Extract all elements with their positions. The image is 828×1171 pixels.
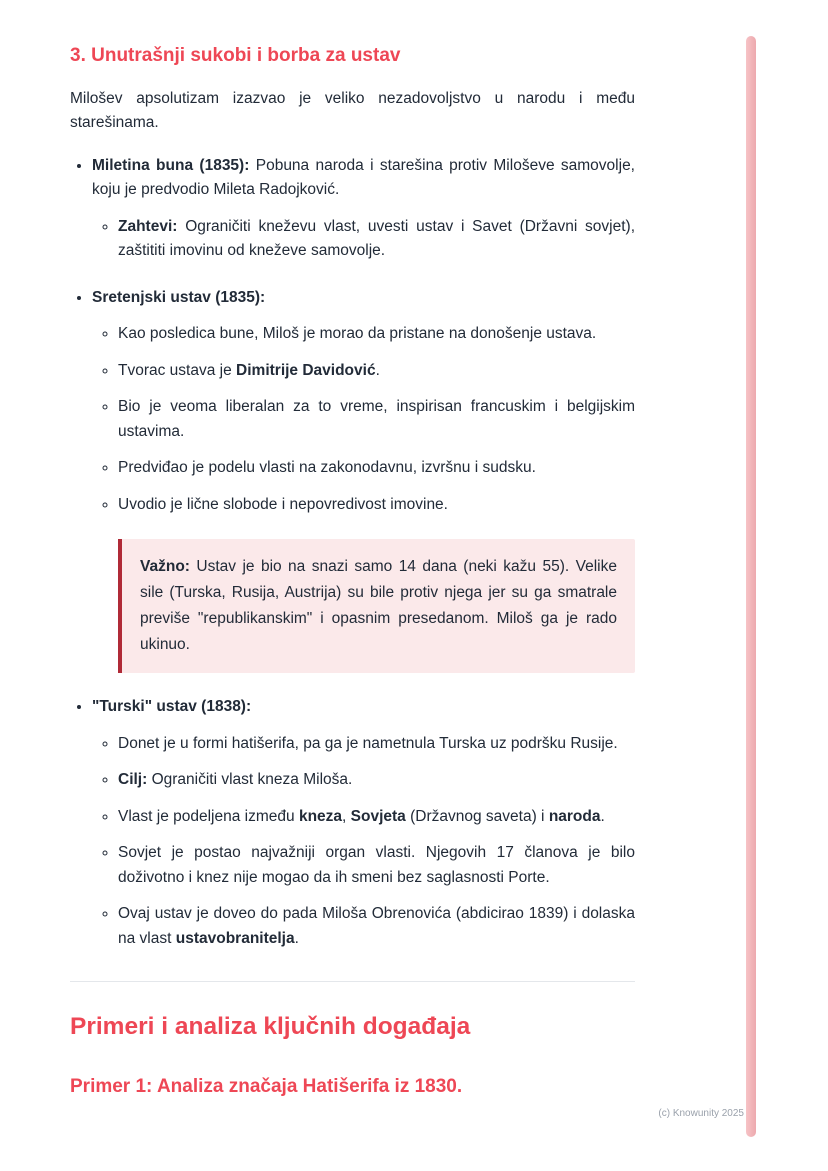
sub-item-text: ◦ Bio je veoma liberalan za to vreme, inspirisan francuskim i belgijskim ustavima. <box>118 398 635 440</box>
page-edge-stripe <box>746 36 756 1137</box>
sub-item <box>118 902 635 951</box>
copyright-footer: (c) Knowunity 2025 <box>658 1108 744 1119</box>
important-callout <box>118 539 635 673</box>
sub-item-text: ◦ Cilj: Ograničiti vlast kneza Miloša. <box>118 771 353 789</box>
sub-item <box>118 322 635 346</box>
sub-item <box>118 493 635 517</box>
list-item-text: • Sretenjski ustav (1835): <box>92 288 266 306</box>
sub-item <box>118 841 635 890</box>
sublist-turski-ustav <box>92 732 635 951</box>
outline-list <box>70 154 635 951</box>
sublist-miletina-buna <box>92 215 635 264</box>
sub-item <box>118 805 635 829</box>
sub-item-text: ◦ Predviđao je podelu vlasti na zakonodavnu, izvršnu i sudsku. <box>118 459 536 477</box>
sub-item <box>118 768 635 792</box>
sub-item <box>118 359 635 383</box>
list-item-text: • Miletina buna (1835): Pobuna naroda i starešina protiv Miloševe samovolje, koju je predvodio Mileta Radojković. <box>92 156 635 199</box>
sub-item <box>118 395 635 444</box>
sub-item-text: ◦ Kao posledica bune, Miloš je morao da pristane na donošenje ustava. <box>118 325 597 343</box>
sublist-sretenjski-ustav <box>92 322 635 517</box>
examples-heading: Primeri i analiza ključnih događaja <box>70 1012 471 1040</box>
sub-item-text: ◦ Tvorac ustava je Dimitrije Davidović. <box>118 361 380 379</box>
sub-item <box>118 215 635 264</box>
sub-item-text: ◦ Zahtevi: Ograničiti kneževu vlast, uvesti ustav i Savet (Državni sovjet), zaštititi imovinu od kneževe samovolje. <box>118 217 636 260</box>
example1-heading: Primer 1: Analiza značaja Hatišerifa iz 1830. <box>70 1075 463 1097</box>
intro-paragraph: Milošev apsolutizam izazvao je veliko nezadovoljstvo u narodu i među starešinama. <box>70 89 635 132</box>
list-item-sretenjski-ustav <box>92 286 635 674</box>
sub-item-text: ◦ Ovaj ustav je doveo do pada Miloša Obrenovića (abdicirao 1839) i dolaska na vlast ustavobranitelja. <box>118 905 635 947</box>
sub-item-text: ◦ Sovjet je postao najvažniji organ vlasti. Njegovih 17 članova je bilo doživotno i knez nije mogao da ih smeni bez saglasnosti Porte. <box>118 844 635 886</box>
sub-item-text: ◦ Donet je u formi hatišerifa, pa ga je nametnula Turska uz podršku Rusije. <box>118 734 618 752</box>
section-divider <box>70 981 635 982</box>
list-item-miletina-buna <box>92 154 635 264</box>
section-heading: 3. Unutrašnji sukobi i borba za ustav <box>70 45 401 66</box>
list-item-text: • "Turski" ustav (1838): <box>92 698 252 716</box>
list-item-turski-ustav <box>92 695 635 951</box>
sub-item-text: ◦ Uvodio je lične slobode i nepovredivost imovine. <box>118 495 448 513</box>
sub-item <box>118 732 635 756</box>
sub-item-text: ◦ Vlast je podeljena između kneza, Sovjeta (Državnog saveta) i naroda. <box>118 807 605 825</box>
sub-item <box>118 456 635 480</box>
callout-text: Važno: Ustav je bio na snazi samo 14 dana (neki kažu 55). Velike sile (Turska, Rusija, Austrija) su bile protiv njega jer su ga smatrale previše "republikanskim" i opasnim presedanom. Miloš ga je rado ukinuo. <box>140 557 617 654</box>
